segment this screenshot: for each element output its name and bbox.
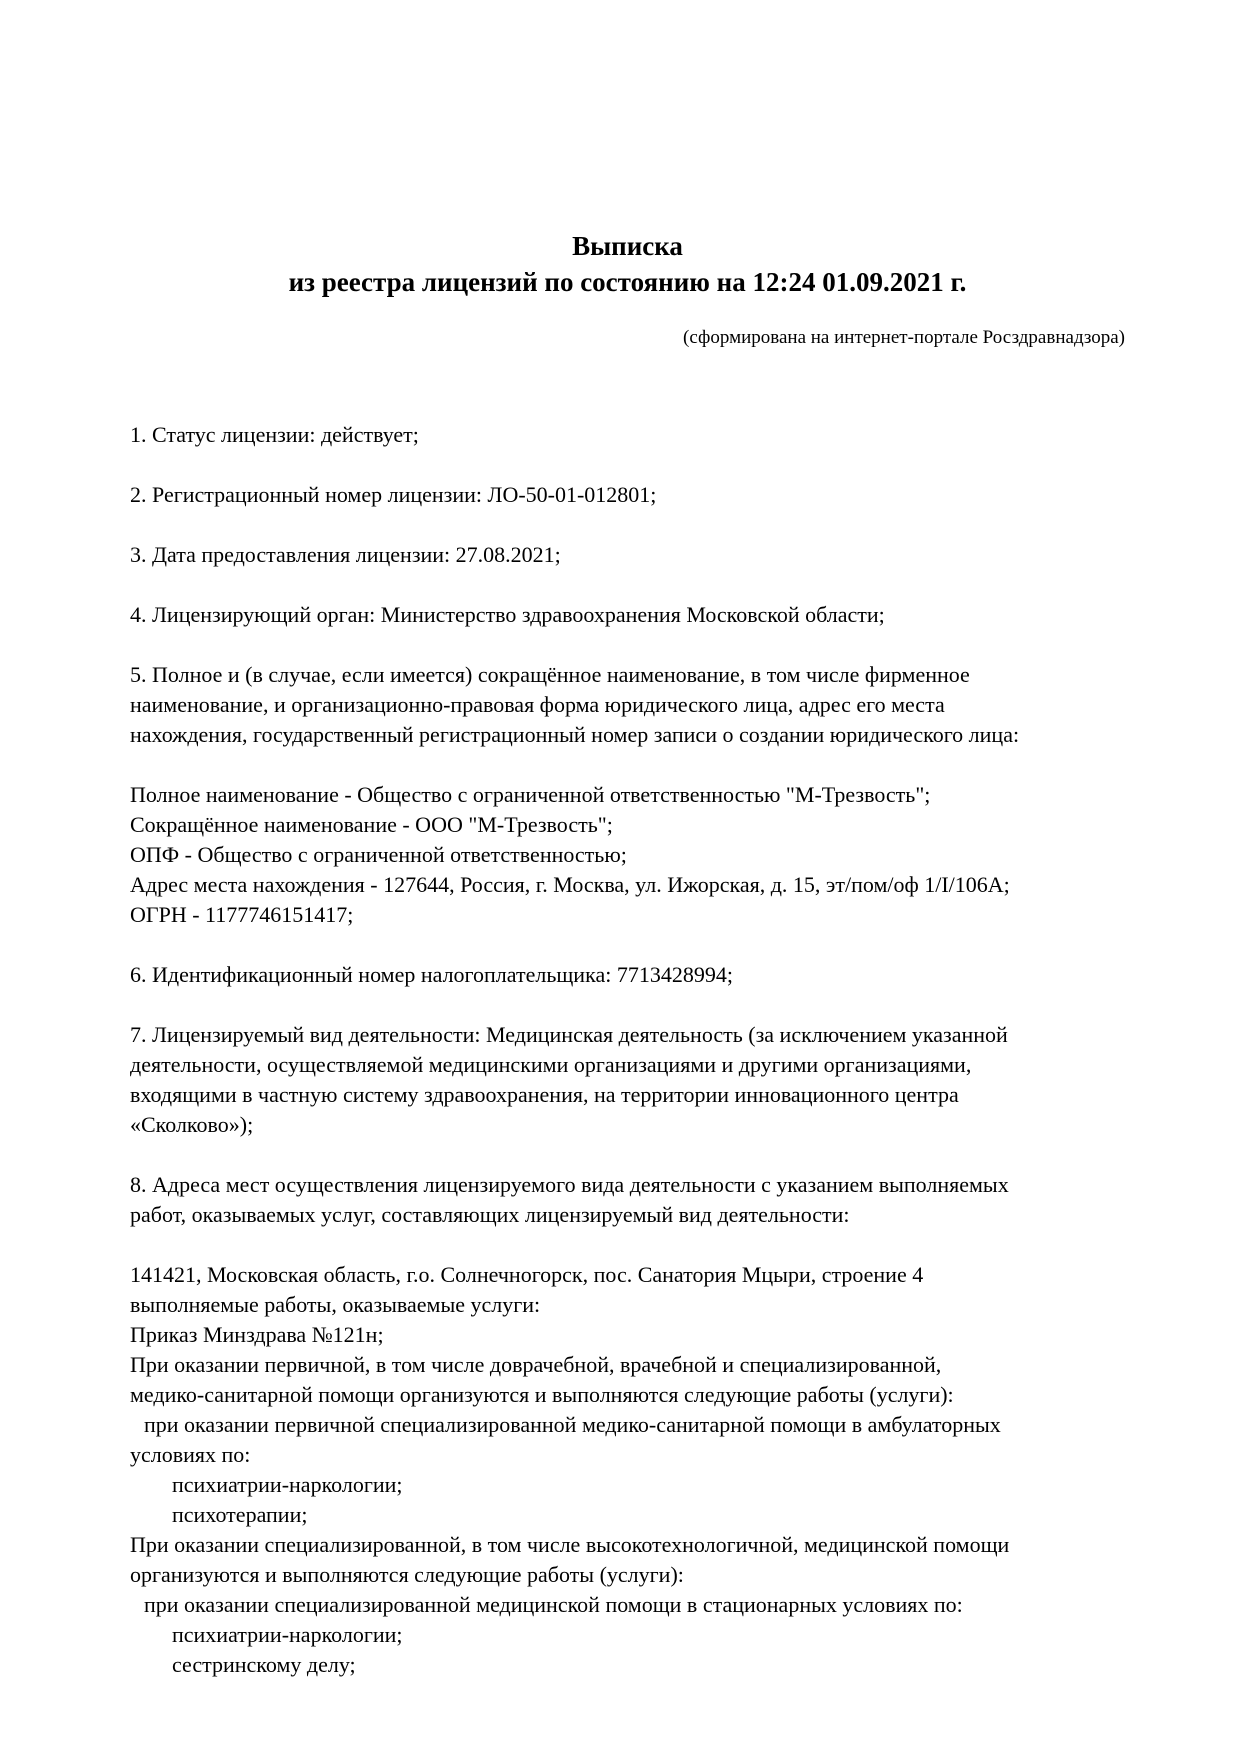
document-line: 6. Идентификационный номер налогоплательщика: 7713428994; xyxy=(130,962,733,987)
document-line: 141421, Московская область, г.о. Солнечногорск, пос. Санатория Мцыри, строение 4 xyxy=(130,1262,924,1287)
document-line: 1. Статус лицензии: действует; xyxy=(130,422,419,447)
paragraph-block xyxy=(130,1020,1125,1140)
document-line: наименование, и организационно-правовая форма юридического лица, адрес его места xyxy=(130,692,945,717)
document-line: организуются и выполняются следующие работы (услуги): xyxy=(130,1562,684,1587)
document-line: Сокращённое наименование - ООО "М-Трезвость"; xyxy=(130,812,613,837)
document-body xyxy=(130,420,1125,1680)
document-line: при оказании специализированной медицинской помощи в стационарных условиях по: xyxy=(144,1592,963,1617)
document-line: деятельности, осуществляемой медицинскими организациями и другими организациями, xyxy=(130,1052,972,1077)
paragraph-block xyxy=(130,540,1125,570)
document-line: При оказании первичной, в том числе доврачебной, врачебной и специализированной, xyxy=(130,1352,942,1377)
document-line: При оказании специализированной, в том числе высокотехнологичной, медицинской помощи xyxy=(130,1532,1010,1557)
paragraph-block xyxy=(130,480,1125,510)
paragraph-block xyxy=(130,1170,1125,1230)
document-line: 3. Дата предоставления лицензии: 27.08.2021; xyxy=(130,542,561,567)
document-line: нахождения, государственный регистрационный номер записи о создании юридического лица: xyxy=(130,722,1020,747)
title-line-1: Выписка xyxy=(572,231,683,261)
paragraph-block xyxy=(130,1260,1125,1680)
document-line: 8. Адреса мест осуществления лицензируемого вида деятельности с указанием выполняемых xyxy=(130,1172,1009,1197)
document-line: ОПФ - Общество с ограниченной ответственностью; xyxy=(130,842,627,867)
title-line-2: из реестра лицензий по состоянию на 12:24 01.09.2021 г. xyxy=(288,267,967,297)
document-line: 5. Полное и (в случае, если имеется) сокращённое наименование, в том числе фирменное xyxy=(130,662,970,687)
document-line: 4. Лицензирующий орган: Министерство здравоохранения Московской области; xyxy=(130,602,885,627)
document-line: условиях по: xyxy=(130,1442,251,1467)
document-line: медико-санитарной помощи организуются и выполняются следующие работы (услуги): xyxy=(130,1382,954,1407)
document-line: психиатрии-наркологии; xyxy=(172,1472,403,1497)
paragraph-block xyxy=(130,420,1125,450)
document-line: Адрес места нахождения - 127644, Россия, г. Москва, ул. Ижорская, д. 15, эт/пом/оф 1/I/106А; xyxy=(130,872,1010,897)
document-line: Приказ Минздрава №121н; xyxy=(130,1322,384,1347)
paragraph-block xyxy=(130,600,1125,630)
subtitle: (сформирована на интернет-портале Росздравнадзора) xyxy=(683,327,1125,348)
document-line: 2. Регистрационный номер лицензии: ЛО-50-01-012801; xyxy=(130,482,657,507)
document-line: ОГРН - 1177746151417; xyxy=(130,902,354,927)
document-line: выполняемые работы, оказываемые услуги: xyxy=(130,1292,541,1317)
document-line: сестринскому делу; xyxy=(172,1652,356,1677)
paragraph-block xyxy=(130,660,1125,750)
document-line: «Сколково»); xyxy=(130,1112,254,1137)
paragraph-block xyxy=(130,780,1125,930)
document-line: Полное наименование - Общество с ограниченной ответственностью "М-Трезвость"; xyxy=(130,782,931,807)
document-line: работ, оказываемых услуг, составляющих лицензируемый вид деятельности: xyxy=(130,1202,850,1227)
page-title xyxy=(130,228,1125,300)
paragraph-block xyxy=(130,960,1125,990)
document-line: при оказании первичной специализированной медико-санитарной помощи в амбулаторных xyxy=(144,1412,1001,1437)
document-line: входящими в частную систему здравоохранения, на территории инновационного центра xyxy=(130,1082,959,1107)
document-line: психотерапии; xyxy=(172,1502,308,1527)
document-line: 7. Лицензируемый вид деятельности: Медицинская деятельность (за исключением указанной xyxy=(130,1022,1008,1047)
document-line: психиатрии-наркологии; xyxy=(172,1622,403,1647)
